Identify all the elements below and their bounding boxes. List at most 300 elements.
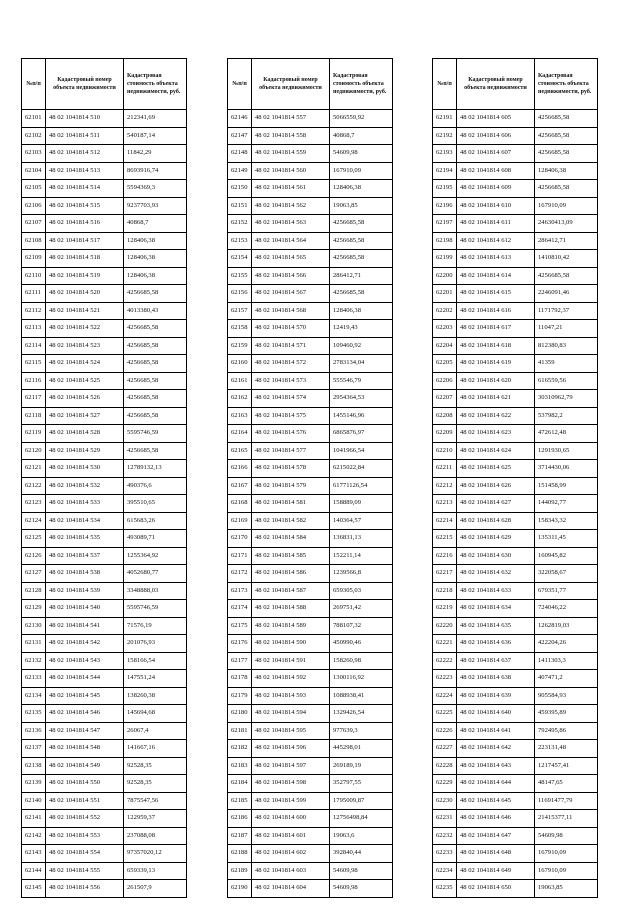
cadastral-cost-cell: 1171792,37 bbox=[535, 302, 598, 320]
table-row bbox=[228, 425, 393, 443]
table-row bbox=[433, 512, 598, 530]
row-number-cell: 62142 bbox=[22, 827, 46, 845]
cadastral-cost-cell: 3348888,03 bbox=[124, 582, 187, 600]
row-number-cell: 62193 bbox=[433, 145, 457, 163]
table-row bbox=[228, 250, 393, 268]
row-number-cell: 62141 bbox=[22, 810, 46, 828]
table-row bbox=[433, 407, 598, 425]
row-number-cell: 62112 bbox=[22, 302, 46, 320]
cadastral-cost-cell: 4256685,58 bbox=[535, 180, 598, 198]
cadastral-number-cell: 48 02 1041814 560 bbox=[252, 162, 330, 180]
table-row bbox=[433, 127, 598, 145]
cadastral-number-cell: 48 02 1041814 611 bbox=[457, 215, 535, 233]
table-row bbox=[433, 320, 598, 338]
cadastral-number-cell: 48 02 1041814 613 bbox=[457, 250, 535, 268]
cadastral-number-cell: 48 02 1041814 573 bbox=[252, 372, 330, 390]
table-row bbox=[433, 337, 598, 355]
cadastral-number-cell: 48 02 1041814 520 bbox=[46, 285, 124, 303]
cadastral-cost-cell: 4256685,58 bbox=[535, 110, 598, 128]
table-row bbox=[228, 810, 393, 828]
row-number-cell: 62176 bbox=[228, 635, 252, 653]
table-row bbox=[22, 285, 187, 303]
table-row bbox=[22, 267, 187, 285]
row-number-cell: 62113 bbox=[22, 320, 46, 338]
row-number-cell: 62114 bbox=[22, 337, 46, 355]
cadastral-number-cell: 48 02 1041814 639 bbox=[457, 687, 535, 705]
cadastral-number-cell: 48 02 1041814 588 bbox=[252, 600, 330, 618]
table-row bbox=[433, 215, 598, 233]
row-number-cell: 62147 bbox=[228, 127, 252, 145]
cadastral-cost-cell: 2783134,04 bbox=[330, 355, 393, 373]
cadastral-cost-cell: 322058,67 bbox=[535, 565, 598, 583]
row-number-cell: 62173 bbox=[228, 582, 252, 600]
cadastral-number-cell: 48 02 1041814 599 bbox=[252, 792, 330, 810]
row-number-cell: 62123 bbox=[22, 495, 46, 513]
row-number-cell: 62228 bbox=[433, 757, 457, 775]
cadastral-table-3 bbox=[432, 58, 598, 898]
row-number-cell: 62118 bbox=[22, 407, 46, 425]
table-row bbox=[228, 110, 393, 128]
row-number-cell: 62151 bbox=[228, 197, 252, 215]
row-number-cell: 62180 bbox=[228, 705, 252, 723]
cadastral-cost-cell: 61771126,54 bbox=[330, 477, 393, 495]
row-number-cell: 62129 bbox=[22, 600, 46, 618]
cadastral-number-cell: 48 02 1041814 532 bbox=[46, 477, 124, 495]
cadastral-cost-cell: 1262819,03 bbox=[535, 617, 598, 635]
table-row bbox=[22, 880, 187, 898]
table-row bbox=[228, 127, 393, 145]
cadastral-cost-cell: 286412,71 bbox=[535, 232, 598, 250]
cadastral-cost-cell: 11691477,79 bbox=[535, 792, 598, 810]
cadastral-number-cell: 48 02 1041814 570 bbox=[252, 320, 330, 338]
row-number-cell: 62101 bbox=[22, 110, 46, 128]
cadastral-number-cell: 48 02 1041814 535 bbox=[46, 530, 124, 548]
table-row bbox=[228, 547, 393, 565]
table-row bbox=[22, 687, 187, 705]
cadastral-cost-cell: 4256685,58 bbox=[124, 407, 187, 425]
cadastral-number-cell: 48 02 1041814 553 bbox=[46, 827, 124, 845]
row-number-cell: 62171 bbox=[228, 547, 252, 565]
table-row bbox=[22, 110, 187, 128]
cadastral-number-cell: 48 02 1041814 600 bbox=[252, 810, 330, 828]
cadastral-cost-cell: 659339,13 bbox=[124, 862, 187, 880]
table-row bbox=[228, 670, 393, 688]
row-number-cell: 62230 bbox=[433, 792, 457, 810]
cadastral-number-cell: 48 02 1041814 549 bbox=[46, 757, 124, 775]
cadastral-cost-cell: 6215022,84 bbox=[330, 460, 393, 478]
cadastral-cost-cell: 792495,86 bbox=[535, 722, 598, 740]
cadastral-cost-cell: 5595746,59 bbox=[124, 425, 187, 443]
cadastral-cost-cell: 122959,37 bbox=[124, 810, 187, 828]
cadastral-cost-cell: 141667,16 bbox=[124, 740, 187, 758]
cadastral-number-cell: 48 02 1041814 641 bbox=[457, 722, 535, 740]
table-row bbox=[22, 862, 187, 880]
cadastral-number-cell: 48 02 1041814 616 bbox=[457, 302, 535, 320]
cadastral-cost-cell: 41359 bbox=[535, 355, 598, 373]
cadastral-number-cell: 48 02 1041814 644 bbox=[457, 775, 535, 793]
table-row bbox=[228, 180, 393, 198]
table-row bbox=[22, 740, 187, 758]
cadastral-cost-cell: 4256685,58 bbox=[124, 320, 187, 338]
table-row bbox=[228, 880, 393, 898]
cadastral-number-cell: 48 02 1041814 533 bbox=[46, 495, 124, 513]
cadastral-cost-cell: 352797,55 bbox=[330, 775, 393, 793]
table-row bbox=[228, 862, 393, 880]
row-number-cell: 62206 bbox=[433, 372, 457, 390]
cadastral-cost-cell: 4256685,58 bbox=[330, 250, 393, 268]
table-row bbox=[433, 862, 598, 880]
row-number-cell: 62167 bbox=[228, 477, 252, 495]
cadastral-number-cell: 48 02 1041814 551 bbox=[46, 792, 124, 810]
row-number-cell: 62211 bbox=[433, 460, 457, 478]
table-row bbox=[22, 495, 187, 513]
row-number-cell: 62208 bbox=[433, 407, 457, 425]
table-row bbox=[22, 827, 187, 845]
cadastral-cost-cell: 905584,93 bbox=[535, 687, 598, 705]
cadastral-number-cell: 48 02 1041814 519 bbox=[46, 267, 124, 285]
cadastral-cost-cell: 160945,82 bbox=[535, 547, 598, 565]
cadastral-cost-cell: 237088,08 bbox=[124, 827, 187, 845]
table-row bbox=[22, 565, 187, 583]
cadastral-number-cell: 48 02 1041814 621 bbox=[457, 390, 535, 408]
row-number-cell: 62117 bbox=[22, 390, 46, 408]
row-number-cell: 62162 bbox=[228, 390, 252, 408]
table-row bbox=[228, 460, 393, 478]
cadastral-number-cell: 48 02 1041814 525 bbox=[46, 372, 124, 390]
cadastral-cost-cell: 4052680,77 bbox=[124, 565, 187, 583]
row-number-cell: 62187 bbox=[228, 827, 252, 845]
row-number-cell: 62218 bbox=[433, 582, 457, 600]
row-number-cell: 62139 bbox=[22, 775, 46, 793]
cadastral-number-cell: 48 02 1041814 607 bbox=[457, 145, 535, 163]
cadastral-cost-cell: 167910,09 bbox=[535, 845, 598, 863]
cadastral-number-cell: 48 02 1041814 564 bbox=[252, 232, 330, 250]
table-row bbox=[22, 232, 187, 250]
cadastral-number-cell: 48 02 1041814 606 bbox=[457, 127, 535, 145]
cadastral-number-cell: 48 02 1041814 558 bbox=[252, 127, 330, 145]
cadastral-cost-cell: 128406,38 bbox=[535, 162, 598, 180]
cadastral-cost-cell: 11842,29 bbox=[124, 145, 187, 163]
cadastral-number-cell: 48 02 1041814 591 bbox=[252, 652, 330, 670]
cadastral-cost-cell: 158889,09 bbox=[330, 495, 393, 513]
cadastral-cost-cell: 1291930,65 bbox=[535, 442, 598, 460]
cadastral-cost-cell: 26067,4 bbox=[124, 722, 187, 740]
table-row bbox=[228, 722, 393, 740]
table-row bbox=[228, 617, 393, 635]
row-number-cell: 62143 bbox=[22, 845, 46, 863]
cadastral-cost-cell: 3714430,06 bbox=[535, 460, 598, 478]
header-cadastral-cost: Кадастровая стоимость объекта недвижимости, руб. bbox=[330, 59, 393, 110]
row-number-cell: 62153 bbox=[228, 232, 252, 250]
cadastral-cost-cell: 395510,65 bbox=[124, 495, 187, 513]
cadastral-number-cell: 48 02 1041814 634 bbox=[457, 600, 535, 618]
cadastral-number-cell: 48 02 1041814 589 bbox=[252, 617, 330, 635]
table-row bbox=[22, 425, 187, 443]
cadastral-number-cell: 48 02 1041814 574 bbox=[252, 390, 330, 408]
cadastral-number-cell: 48 02 1041814 566 bbox=[252, 267, 330, 285]
cadastral-number-cell: 48 02 1041814 544 bbox=[46, 670, 124, 688]
cadastral-number-cell: 48 02 1041814 587 bbox=[252, 582, 330, 600]
table-row bbox=[433, 495, 598, 513]
cadastral-cost-cell: 9237703,93 bbox=[124, 197, 187, 215]
cadastral-number-cell: 48 02 1041814 527 bbox=[46, 407, 124, 425]
cadastral-cost-cell: 6865876,97 bbox=[330, 425, 393, 443]
cadastral-cost-cell: 261507,9 bbox=[124, 880, 187, 898]
cadastral-cost-cell: 616559,56 bbox=[535, 372, 598, 390]
table-row bbox=[433, 442, 598, 460]
table-row bbox=[22, 302, 187, 320]
table-row bbox=[228, 302, 393, 320]
cadastral-number-cell: 48 02 1041814 552 bbox=[46, 810, 124, 828]
cadastral-number-cell: 48 02 1041814 540 bbox=[46, 600, 124, 618]
table-row bbox=[433, 810, 598, 828]
cadastral-number-cell: 48 02 1041814 624 bbox=[457, 442, 535, 460]
cadastral-number-cell: 48 02 1041814 557 bbox=[252, 110, 330, 128]
cadastral-cost-cell: 40868,7 bbox=[124, 215, 187, 233]
cadastral-number-cell: 48 02 1041814 547 bbox=[46, 722, 124, 740]
header-number: №п/п bbox=[228, 59, 252, 110]
row-number-cell: 62200 bbox=[433, 267, 457, 285]
row-number-cell: 62132 bbox=[22, 652, 46, 670]
table-row bbox=[228, 652, 393, 670]
cadastral-cost-cell: 7875547,56 bbox=[124, 792, 187, 810]
table-row bbox=[22, 477, 187, 495]
cadastral-number-cell: 48 02 1041814 563 bbox=[252, 215, 330, 233]
table-row bbox=[433, 530, 598, 548]
cadastral-number-cell: 48 02 1041814 642 bbox=[457, 740, 535, 758]
table-row bbox=[22, 442, 187, 460]
cadastral-number-cell: 48 02 1041814 556 bbox=[46, 880, 124, 898]
table-row bbox=[433, 757, 598, 775]
cadastral-number-cell: 48 02 1041814 605 bbox=[457, 110, 535, 128]
cadastral-cost-cell: 19063,85 bbox=[330, 197, 393, 215]
table-row bbox=[22, 460, 187, 478]
table-row bbox=[228, 512, 393, 530]
table-row bbox=[433, 600, 598, 618]
table-row bbox=[228, 442, 393, 460]
table-row bbox=[433, 722, 598, 740]
row-number-cell: 62131 bbox=[22, 635, 46, 653]
cadastral-cost-cell: 21415377,11 bbox=[535, 810, 598, 828]
cadastral-number-cell: 48 02 1041814 526 bbox=[46, 390, 124, 408]
table-row bbox=[433, 775, 598, 793]
row-number-cell: 62184 bbox=[228, 775, 252, 793]
cadastral-number-cell: 48 02 1041814 562 bbox=[252, 197, 330, 215]
row-number-cell: 62172 bbox=[228, 565, 252, 583]
cadastral-cost-cell: 1300116,92 bbox=[330, 670, 393, 688]
table-row bbox=[22, 407, 187, 425]
cadastral-cost-cell: 4256685,58 bbox=[330, 215, 393, 233]
table-row bbox=[433, 285, 598, 303]
cadastral-number-cell: 48 02 1041814 575 bbox=[252, 407, 330, 425]
row-number-cell: 62136 bbox=[22, 722, 46, 740]
cadastral-number-cell: 48 02 1041814 609 bbox=[457, 180, 535, 198]
row-number-cell: 62186 bbox=[228, 810, 252, 828]
table-body bbox=[228, 110, 393, 898]
row-number-cell: 62202 bbox=[433, 302, 457, 320]
cadastral-number-cell: 48 02 1041814 541 bbox=[46, 617, 124, 635]
cadastral-cost-cell: 128406,38 bbox=[124, 232, 187, 250]
cadastral-number-cell: 48 02 1041814 627 bbox=[457, 495, 535, 513]
cadastral-number-cell: 48 02 1041814 555 bbox=[46, 862, 124, 880]
cadastral-number-cell: 48 02 1041814 548 bbox=[46, 740, 124, 758]
cadastral-number-cell: 48 02 1041814 592 bbox=[252, 670, 330, 688]
table-row bbox=[22, 127, 187, 145]
cadastral-number-cell: 48 02 1041814 512 bbox=[46, 145, 124, 163]
row-number-cell: 62215 bbox=[433, 530, 457, 548]
table-row bbox=[22, 547, 187, 565]
row-number-cell: 62191 bbox=[433, 110, 457, 128]
table-row bbox=[228, 635, 393, 653]
cadastral-number-cell: 48 02 1041814 628 bbox=[457, 512, 535, 530]
table-row bbox=[22, 757, 187, 775]
row-number-cell: 62145 bbox=[22, 880, 46, 898]
row-number-cell: 62217 bbox=[433, 565, 457, 583]
cadastral-cost-cell: 12756498,84 bbox=[330, 810, 393, 828]
cadastral-number-cell: 48 02 1041814 620 bbox=[457, 372, 535, 390]
row-number-cell: 62214 bbox=[433, 512, 457, 530]
row-number-cell: 62102 bbox=[22, 127, 46, 145]
row-number-cell: 62169 bbox=[228, 512, 252, 530]
row-number-cell: 62231 bbox=[433, 810, 457, 828]
row-number-cell: 62138 bbox=[22, 757, 46, 775]
cadastral-number-cell: 48 02 1041814 601 bbox=[252, 827, 330, 845]
cadastral-cost-cell: 151458,99 bbox=[535, 477, 598, 495]
table-row bbox=[228, 687, 393, 705]
table-row bbox=[433, 670, 598, 688]
cadastral-cost-cell: 1795009,87 bbox=[330, 792, 393, 810]
cadastral-cost-cell: 128406,38 bbox=[330, 302, 393, 320]
cadastral-cost-cell: 128406,38 bbox=[124, 250, 187, 268]
cadastral-number-cell: 48 02 1041814 610 bbox=[457, 197, 535, 215]
table-row bbox=[228, 757, 393, 775]
row-number-cell: 62152 bbox=[228, 215, 252, 233]
cadastral-cost-cell: 422204,26 bbox=[535, 635, 598, 653]
cadastral-cost-cell: 19063,6 bbox=[330, 827, 393, 845]
cadastral-cost-cell: 724046,22 bbox=[535, 600, 598, 618]
cadastral-number-cell: 48 02 1041814 538 bbox=[46, 565, 124, 583]
cadastral-cost-cell: 11047,21 bbox=[535, 320, 598, 338]
cadastral-number-cell: 48 02 1041814 625 bbox=[457, 460, 535, 478]
row-number-cell: 62204 bbox=[433, 337, 457, 355]
cadastral-cost-cell: 540187,14 bbox=[124, 127, 187, 145]
table-row bbox=[433, 792, 598, 810]
row-number-cell: 62178 bbox=[228, 670, 252, 688]
cadastral-cost-cell: 92528,35 bbox=[124, 757, 187, 775]
row-number-cell: 62164 bbox=[228, 425, 252, 443]
row-number-cell: 62229 bbox=[433, 775, 457, 793]
table-row bbox=[433, 705, 598, 723]
table-row bbox=[228, 407, 393, 425]
table-row bbox=[433, 565, 598, 583]
table-row bbox=[228, 285, 393, 303]
cadastral-cost-cell: 128406,38 bbox=[330, 180, 393, 198]
table-row bbox=[22, 337, 187, 355]
row-number-cell: 62156 bbox=[228, 285, 252, 303]
cadastral-cost-cell: 71576,19 bbox=[124, 617, 187, 635]
row-number-cell: 62210 bbox=[433, 442, 457, 460]
cadastral-number-cell: 48 02 1041814 593 bbox=[252, 687, 330, 705]
cadastral-cost-cell: 269189,19 bbox=[330, 757, 393, 775]
row-number-cell: 62154 bbox=[228, 250, 252, 268]
cadastral-cost-cell: 158343,32 bbox=[535, 512, 598, 530]
table-row bbox=[228, 232, 393, 250]
row-number-cell: 62159 bbox=[228, 337, 252, 355]
cadastral-number-cell: 48 02 1041814 515 bbox=[46, 197, 124, 215]
cadastral-number-cell: 48 02 1041814 521 bbox=[46, 302, 124, 320]
row-number-cell: 62174 bbox=[228, 600, 252, 618]
row-number-cell: 62183 bbox=[228, 757, 252, 775]
cadastral-cost-cell: 158260,98 bbox=[330, 652, 393, 670]
cadastral-number-cell: 48 02 1041814 516 bbox=[46, 215, 124, 233]
row-number-cell: 62116 bbox=[22, 372, 46, 390]
cadastral-cost-cell: 136831,13 bbox=[330, 530, 393, 548]
cadastral-number-cell: 48 02 1041814 636 bbox=[457, 635, 535, 653]
table-header-row bbox=[228, 59, 393, 110]
table-row bbox=[433, 477, 598, 495]
cadastral-cost-cell: 269751,42 bbox=[330, 600, 393, 618]
row-number-cell: 62128 bbox=[22, 582, 46, 600]
row-number-cell: 62124 bbox=[22, 512, 46, 530]
cadastral-cost-cell: 167910,09 bbox=[330, 162, 393, 180]
cadastral-cost-cell: 158166,54 bbox=[124, 652, 187, 670]
header-cadastral-cost: Кадастровая стоимость объекта недвижимости, руб. bbox=[535, 59, 598, 110]
row-number-cell: 62233 bbox=[433, 845, 457, 863]
row-number-cell: 62111 bbox=[22, 285, 46, 303]
cadastral-number-cell: 48 02 1041814 649 bbox=[457, 862, 535, 880]
row-number-cell: 62134 bbox=[22, 687, 46, 705]
cadastral-number-cell: 48 02 1041814 568 bbox=[252, 302, 330, 320]
cadastral-number-cell: 48 02 1041814 550 bbox=[46, 775, 124, 793]
table-row bbox=[22, 180, 187, 198]
row-number-cell: 62179 bbox=[228, 687, 252, 705]
cadastral-number-cell: 48 02 1041814 622 bbox=[457, 407, 535, 425]
table-row bbox=[433, 845, 598, 863]
table-row bbox=[433, 267, 598, 285]
table-row bbox=[228, 197, 393, 215]
cadastral-cost-cell: 659305,03 bbox=[330, 582, 393, 600]
cadastral-cost-cell: 4256685,58 bbox=[330, 285, 393, 303]
table-row bbox=[22, 617, 187, 635]
cadastral-cost-cell: 128406,38 bbox=[124, 267, 187, 285]
row-number-cell: 62104 bbox=[22, 162, 46, 180]
cadastral-number-cell: 48 02 1041814 623 bbox=[457, 425, 535, 443]
table-row bbox=[228, 582, 393, 600]
row-number-cell: 62140 bbox=[22, 792, 46, 810]
table-row bbox=[228, 390, 393, 408]
table-row bbox=[228, 792, 393, 810]
cadastral-number-cell: 48 02 1041814 633 bbox=[457, 582, 535, 600]
cadastral-cost-cell: 392840,44 bbox=[330, 845, 393, 863]
cadastral-number-cell: 48 02 1041814 542 bbox=[46, 635, 124, 653]
table-row bbox=[228, 530, 393, 548]
row-number-cell: 62103 bbox=[22, 145, 46, 163]
cadastral-cost-cell: 286412,71 bbox=[330, 267, 393, 285]
cadastral-number-cell: 48 02 1041814 646 bbox=[457, 810, 535, 828]
cadastral-number-cell: 48 02 1041814 597 bbox=[252, 757, 330, 775]
cadastral-cost-cell: 1239566,8 bbox=[330, 565, 393, 583]
row-number-cell: 62192 bbox=[433, 127, 457, 145]
row-number-cell: 62122 bbox=[22, 477, 46, 495]
cadastral-number-cell: 48 02 1041814 578 bbox=[252, 460, 330, 478]
cadastral-cost-cell: 4256685,58 bbox=[330, 232, 393, 250]
cadastral-number-cell: 48 02 1041814 576 bbox=[252, 425, 330, 443]
cadastral-cost-cell: 1217457,41 bbox=[535, 757, 598, 775]
cadastral-number-cell: 48 02 1041814 643 bbox=[457, 757, 535, 775]
cadastral-cost-cell: 12419,43 bbox=[330, 320, 393, 338]
cadastral-table-1 bbox=[21, 58, 187, 898]
table-row bbox=[22, 652, 187, 670]
